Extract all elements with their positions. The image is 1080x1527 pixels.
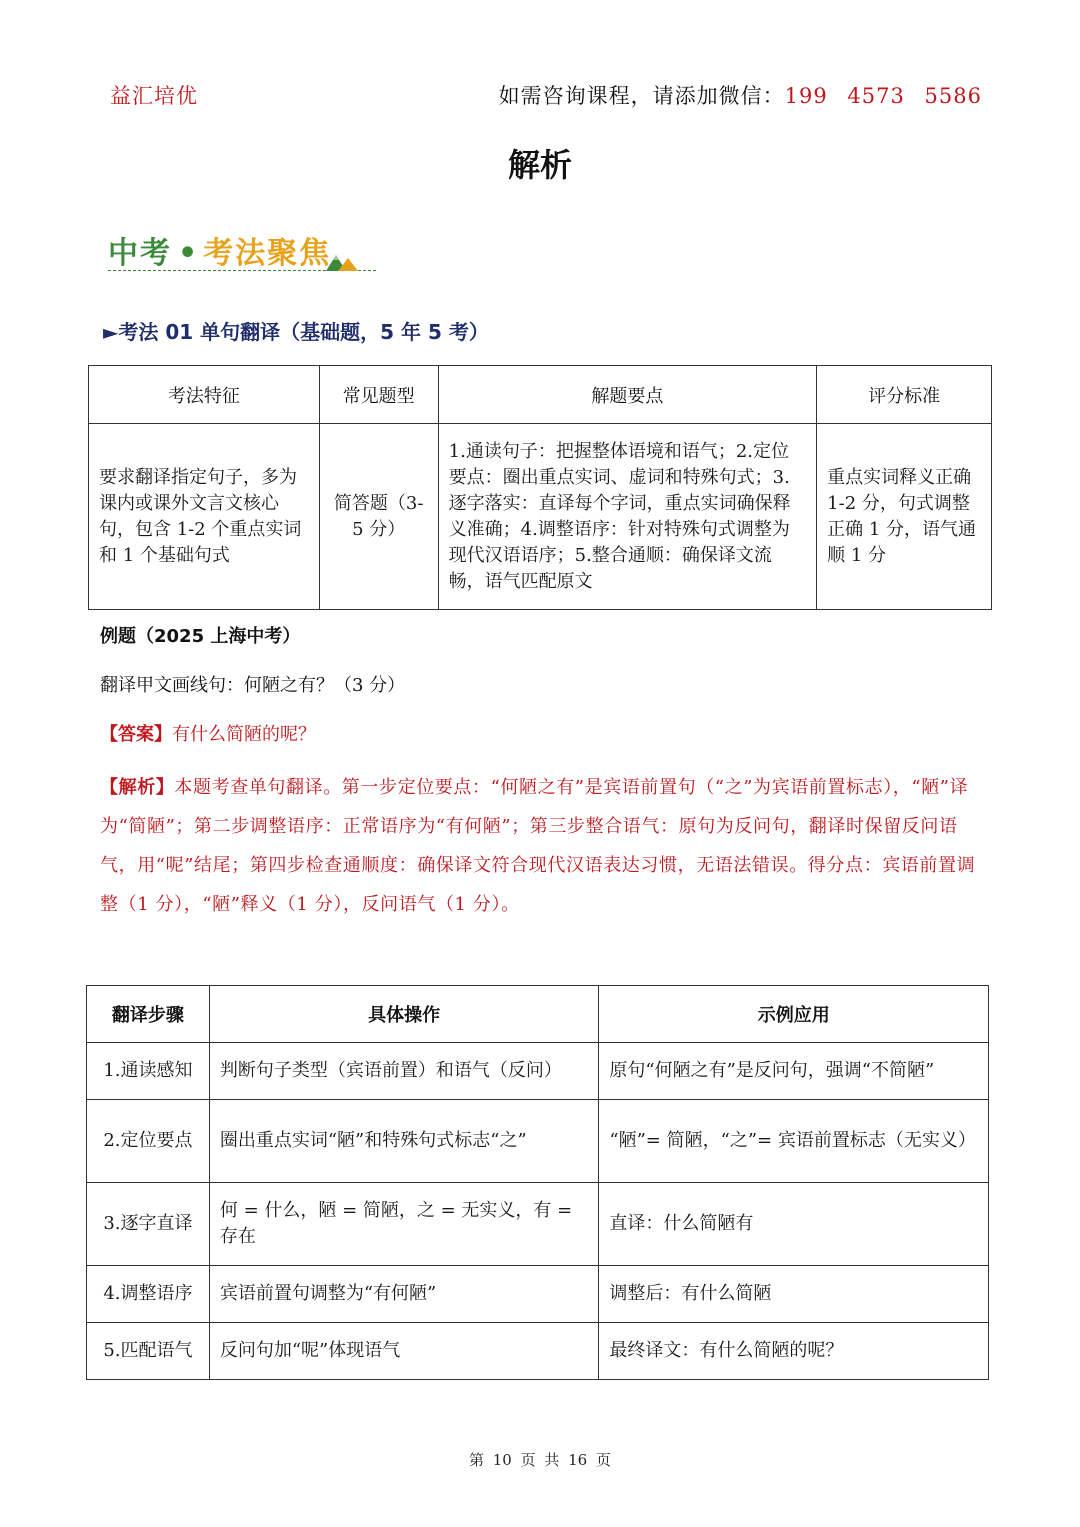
example-question: 翻译甲文画线句：何陋之有？（3 分） bbox=[100, 675, 406, 696]
step-cell: 2.定位要点 bbox=[87, 1100, 210, 1183]
brand-name: 益汇培优 bbox=[110, 84, 198, 108]
example-cell: 调整后：有什么简陋 bbox=[599, 1266, 989, 1323]
kaofa-header-row bbox=[89, 366, 992, 424]
banner-separator: • bbox=[178, 236, 198, 271]
steps-header-cell: 翻译步骤 bbox=[87, 986, 210, 1043]
table-row bbox=[87, 1043, 989, 1100]
kaofa-header-cell: 解题要点 bbox=[438, 366, 817, 424]
table-row bbox=[87, 1266, 989, 1323]
kaofa-scoring-cell: 重点实词释义正确 1-2 分，句式调整正确 1 分，语气通顺 1 分 bbox=[817, 424, 992, 610]
operation-cell: 圈出重点实词“陋”和特殊句式标志“之” bbox=[209, 1100, 599, 1183]
steps-header-cell: 具体操作 bbox=[209, 986, 599, 1043]
kaofa-title: ►考法 01 单句翻译（基础题，5 年 5 考） bbox=[103, 320, 489, 344]
kaofa-points-cell: 1.通读句子：把握整体语境和语气；2.定位要点：圈出重点实词、虚词和特殊句式；3.逐字落实：直译每个字词，重点实词确保释义准确；4.调整语序：针对特殊句式调整为现代汉语语序；5.整合通顺：确保译文流畅，语气匹配原文 bbox=[438, 424, 817, 610]
example-cell: “陋”= 简陋，“之”= 宾语前置标志（无实义） bbox=[599, 1100, 989, 1183]
operation-cell: 判断句子类型（宾语前置）和语气（反问） bbox=[209, 1043, 599, 1100]
kaofa-feature-cell: 要求翻译指定句子，多为课内或课外文言文核心句，包含 1-2 个重点实词和 1 个基础句式 bbox=[89, 424, 320, 610]
kaofa-header-cell: 常见题型 bbox=[319, 366, 438, 424]
analysis-tag: 【解析】 bbox=[100, 777, 175, 798]
example-answer bbox=[100, 720, 316, 746]
kaofa-header-cell: 评分标准 bbox=[817, 366, 992, 424]
contact-info bbox=[499, 80, 982, 110]
operation-cell: 何 = 什么，陋 = 简陋，之 = 无实义，有 = 存在 bbox=[209, 1183, 599, 1266]
contact-phone: 199 4573 5586 bbox=[784, 84, 982, 108]
page-title: 解析 bbox=[507, 146, 572, 184]
steps-header-row bbox=[87, 986, 989, 1043]
steps-table bbox=[86, 985, 989, 1380]
step-cell: 4.调整语序 bbox=[87, 1266, 210, 1323]
step-cell: 5.匹配语气 bbox=[87, 1323, 210, 1380]
table-row bbox=[87, 1100, 989, 1183]
step-cell: 3.逐字直译 bbox=[87, 1183, 210, 1266]
banner-part2: 考法聚焦 bbox=[203, 236, 332, 271]
answer-tag: 【答案】 bbox=[100, 724, 172, 745]
section-banner bbox=[108, 228, 378, 278]
example-cell: 直译：什么简陋有 bbox=[599, 1183, 989, 1266]
contact-label: 如需咨询课程，请添加微信： bbox=[498, 84, 785, 108]
example-analysis bbox=[100, 768, 988, 924]
table-row bbox=[87, 1323, 989, 1380]
example-cell: 最终译文：有什么简陋的呢？ bbox=[599, 1323, 989, 1380]
banner-part1: 中考 bbox=[108, 236, 172, 271]
operation-cell: 宾语前置句调整为“有何陋” bbox=[209, 1266, 599, 1323]
step-cell: 1.通读感知 bbox=[87, 1043, 210, 1100]
kaofa-type-cell: 简答题（3-5 分） bbox=[319, 424, 438, 610]
page-footer: 第 10 页 共 16 页 bbox=[468, 1451, 611, 1469]
table-row bbox=[87, 1183, 989, 1266]
analysis-text: 本题考查单句翻译。第一步定位要点：“何陋之有”是宾语前置句（“之”为宾语前置标志），“陋”译为“简陋”；第二步调整语序：正常语序为“有何陋”；第三步整合语气：原句为反问句，翻译时保留反问语气，用“呢”结尾；第四步检查通顺度：确保译文符合现代汉语表达习惯，无语法错误。得分点：宾语前置调整（1 分），“陋”释义（1 分），反问语气（1 分）。 bbox=[100, 777, 976, 915]
answer-text: 有什么简陋的呢？ bbox=[172, 724, 316, 745]
example-label: 例题（2025 上海中考） bbox=[100, 626, 301, 647]
kaofa-row bbox=[89, 424, 992, 610]
steps-header-cell: 示例应用 bbox=[599, 986, 989, 1043]
kaofa-table bbox=[88, 365, 992, 610]
mountain-icon bbox=[324, 250, 360, 272]
kaofa-header-cell: 考法特征 bbox=[89, 366, 320, 424]
operation-cell: 反问句加“呢”体现语气 bbox=[209, 1323, 599, 1380]
example-cell: 原句“何陋之有”是反问句，强调“不简陋” bbox=[599, 1043, 989, 1100]
